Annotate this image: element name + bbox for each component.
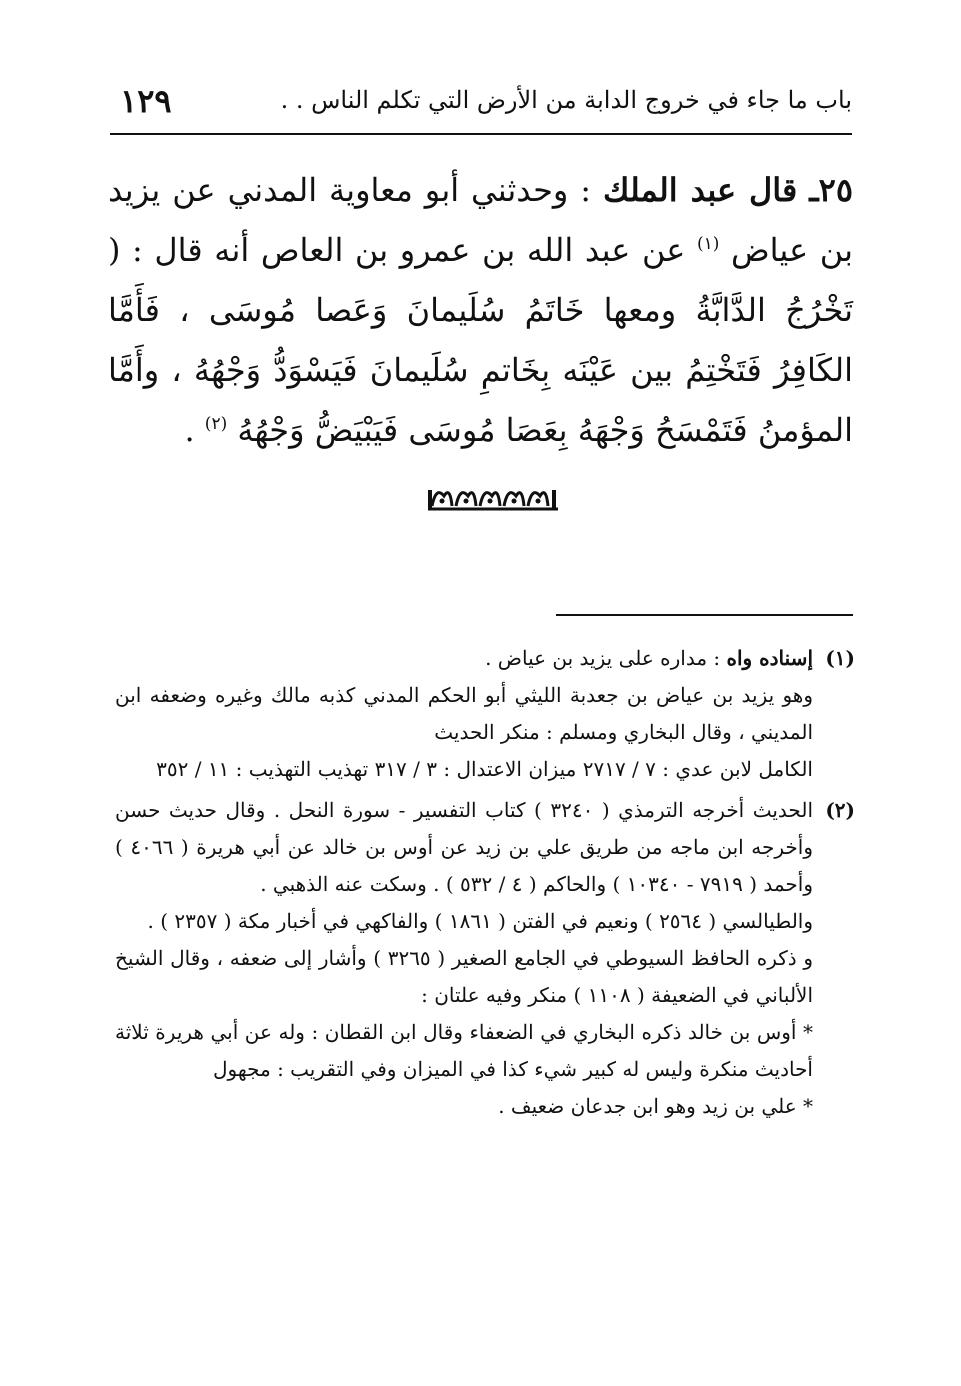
footnote-lead: إسناده واه [726,646,813,670]
footnotes [115,640,855,1129]
footnote-paragraph [115,677,813,751]
ornament-divider [426,482,560,512]
hadith-number: ٢٥ـ [809,171,854,209]
footnote-paragraph [115,751,813,788]
hadith-text [108,160,853,460]
footnote-paragraph [115,1088,813,1125]
footnote-text: و ذكره الحافظ السيوطي في الجامع الصغير ( ٣٢٦٥ ) وأشار إلى ضعفه ، وقال الشيخ الألباني في الضعيفة ( ١١٠٨ ) منكر وفيه علتان : [115,946,813,1007]
footnote-ref-2[interactable]: (٢) [204,414,228,434]
footnote-text: * أوس بن خالد ذكره البخاري في الضعفاء وقال ابن القطان : وله عن أبي هريرة ثلاثة أحاديث منكرة وليس له كبير شيء كذا في الميزان وفي التقريب : مجهول [115,1020,813,1081]
footnote-text: والطيالسي ( ٢٥٦٤ ) ونعيم في الفتن ( ١٨٦١ ) والفاكهي في أخبار مكة ( ٢٣٥٧ ) . [147,909,813,933]
hadith-chain: : وحدثني أبو معاوية المدني عن يزيد بن عياض [108,171,854,269]
footnote-paragraph [115,940,813,1014]
footnote-text: وهو يزيد بن عياض بن جعدبة الليثي أبو الحكم المدني كذبه مالك وغيره وضعفه ابن المديني ، وقال البخاري ومسلم : منكر الحديث [115,683,813,744]
footnote-number: (١) [825,646,855,670]
footnote-2 [115,792,855,1125]
footnote-text: : مداره على يزيد بن عياض . [485,646,721,670]
footnote-1 [115,640,855,788]
footnote-text: الحديث أخرجه الترمذي ( ٣٢٤٠ ) كتاب التفسير - سورة النحل . وقال حديث حسن وأخرجه ابن ماجه من طريق علي بن زيد عن أوس بن خالد عن أبي هريرة ( ٤٠٦٦ ) وأحمد ( ٧٩١٩ - ١٠٣٤٠ ) والحاكم ( ٤ / ٥٣٢ ) . وسكت عنه الذهبي . [115,798,813,896]
footnote-paragraph [115,640,813,677]
page-number: ١٢٩ [120,82,172,120]
footnote-text: * علي بن زيد وهو ابن جدعان ضعيف . [498,1094,813,1118]
chapter-title: باب ما جاء في خروج الدابة من الأرض التي تكلم الناس . . [280,86,852,114]
footnote-paragraph [115,1014,813,1088]
footnote-paragraph [115,792,813,903]
hadith-matn: عن عبد الله بن عمرو بن العاص أنه قال : ( تَخْرُجُ الدَّابَّةُ ومعها خَاتَمُ سُلَيمانَ وَعَصا مُوسَى ، فَأَمَّا الكَافِرُ فَتَخْتِمُ بين عَيْنَه بِخَاتمِ سُلَيمانَ فَيَسْوَدُّ وَجْهُهُ ، وأَمَّا المؤمنُ فَتَمْسَحُ وَجْهَهُ بِعَصَا مُوسَى فَيَبْيَضُّ وَجْهُهُ [108,231,853,449]
footnote-text: الكامل لابن عدي : ٧ / ٢٧١٧ ميزان الاعتدال : ٣ / ٣١٧ تهذيب التهذيب : ١١ / ٣٥٢ [156,757,813,781]
hadith-end: . [184,411,195,449]
running-header [110,78,852,128]
header-divider [110,133,852,135]
footnote-paragraph [115,903,813,940]
footnote-divider [556,614,853,616]
footnote-ref-1[interactable]: (١) [696,234,720,254]
hadith-narrator: قال عبد الملك [602,171,798,209]
footnote-number: (٢) [825,798,855,822]
